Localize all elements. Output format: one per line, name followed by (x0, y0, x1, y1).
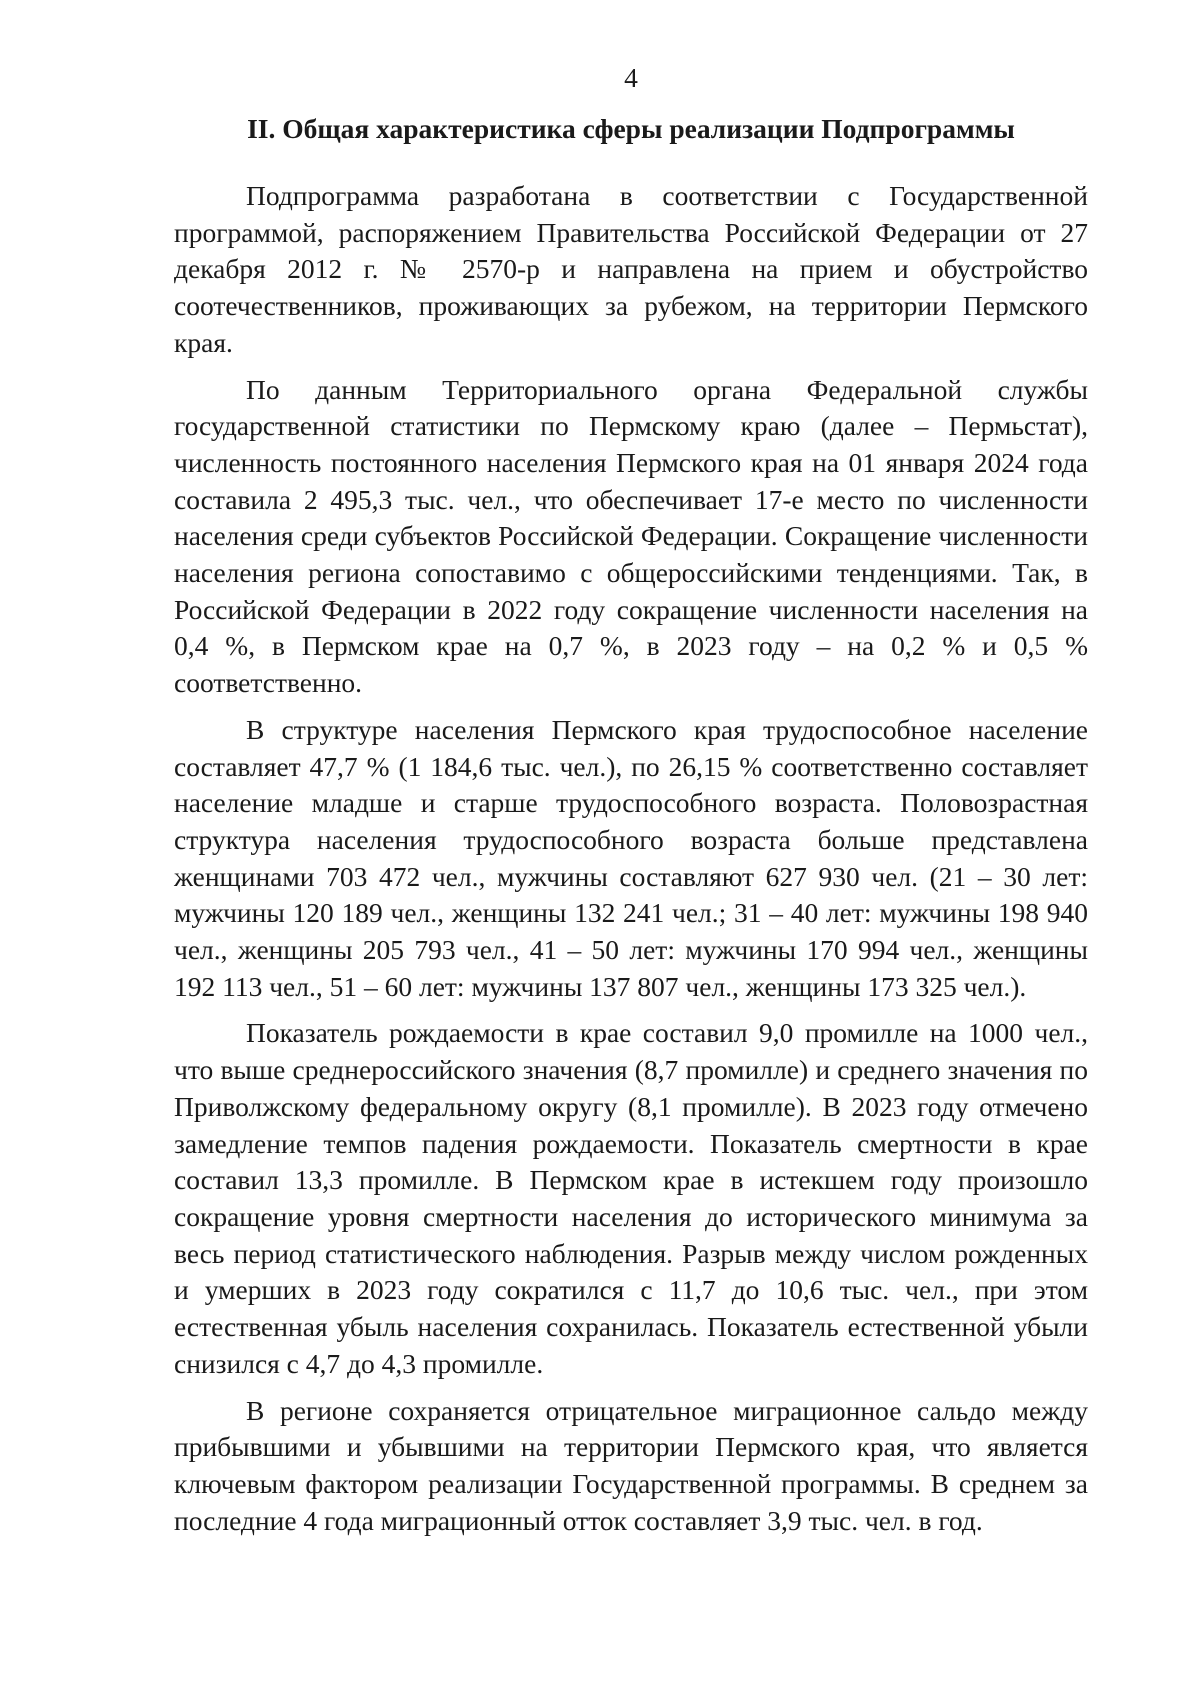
paragraph-birth-death-rates: Показатель рождаемости в крае составил 9,0 промилле на 1000 чел., что выше среднероссийского значения (8,7 промилле) и среднего значения по Приволжскому федеральному округу (8,1 промилле). В 2023 году отмечено замедление темпов падения рождаемости. Показатель смертности в крае составил 13,3 промилле. В Пермском крае в истекшем году произошло сокращение уровня смертности населения до исторического минимума за весь период статистического наблюдения. Разрыв между числом рожденных и умерших в 2023 году сократился с 11,7 до 10,6 тыс. чел., при этом естественная убыль населения сохранилась. Показатель естественной убыли снизился с 4,7 до 4,3 промилле. (174, 1017, 1088, 1379)
paragraph-migration: В регионе сохраняется отрицательное миграционное сальдо между прибывшими и убывшими на территории Пермского края, что является ключевым фактором реализации Государственной программы. В среднем за последние 4 года миграционный отток составляет 3,9 тыс. чел. в год. (174, 1394, 1088, 1536)
paragraph-population: По данным Территориального органа Федеральной службы государственной статистики по Пермскому краю (далее – Пермьстат), численность постоянного населения Пермского края на 01 января 2024 года составила 2 495,3 тыс. чел., что обеспечивает 17-е место по численности населения среди субъектов Российской Федерации. Сокращение численности населения региона сопоставимо с общероссийскими тенденциями. Так, в Российской Федерации в 2022 году сокращение численности населения на 0,4 %, в Пермском крае на 0,7 %, в 2023 году – на 0,2 % и 0,5 % соответственно. (174, 373, 1088, 699)
page-number: 4 (624, 62, 638, 93)
paragraph-legal-basis: Подпрограмма разработана в соответствии с Государственной программой, распоряжением Правительства Российской Федерации от 27 декабря 2012 г. № 2570-р и направлена на прием и обустройство соотечественников, проживающих за рубежом, на территории Пермского края. (174, 180, 1088, 358)
section-title: II. Общая характеристика сферы реализации Подпрограммы (247, 113, 1015, 144)
paragraph-population-structure: В структуре населения Пермского края трудоспособное население составляет 47,7 % (1 184,6 тыс. чел.), по 26,15 % соответственно составляет население младше и старше трудоспособного возраста. Половозрастная структура населения трудоспособного возраста больше представлена женщинами 703 472 чел., мужчины составляют 627 930 чел. (21 – 30 лет: мужчины 120 189 чел., женщины 132 241 чел.; 31 – 40 лет: мужчины 198 940 чел., женщины 205 793 чел., 41 – 50 лет: мужчины 170 994 чел., женщины 192 113 чел., 51 – 60 лет: мужчины 137 807 чел., женщины 173 325 чел.). (174, 713, 1088, 1002)
